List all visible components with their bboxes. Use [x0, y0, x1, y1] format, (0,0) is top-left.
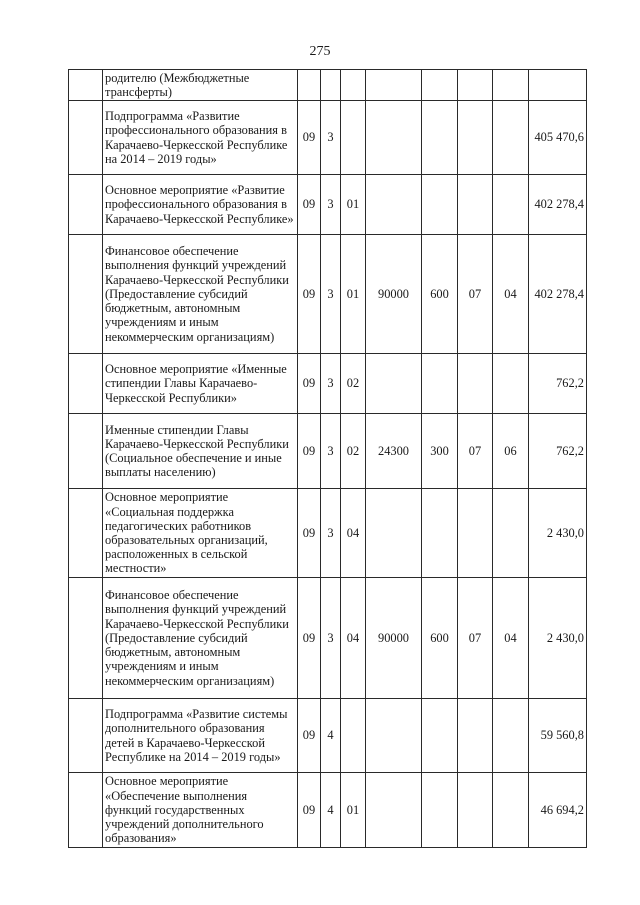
event-code: 01 — [341, 235, 366, 354]
direction-code: 90000 — [366, 235, 422, 354]
section-code — [458, 699, 493, 773]
section-code: 07 — [458, 414, 493, 489]
row-name: Основное мероприятие «Именные стипендии Главы Карачаево-Черкесской Республики» — [103, 354, 298, 414]
subsection-code: 04 — [493, 578, 529, 699]
event-code: 04 — [341, 489, 366, 578]
subprogram-code: 3 — [321, 414, 341, 489]
amount: 402 278,4 — [529, 175, 587, 235]
blank-cell — [69, 699, 103, 773]
row-name: Основное мероприятие «Обеспечение выполнения функций государственных учреждений дополнительного образования» — [103, 773, 298, 848]
expense-type-code: 600 — [422, 235, 458, 354]
subsection-code — [493, 773, 529, 848]
direction-code — [366, 70, 422, 101]
row-name: Подпрограмма «Развитие системы дополнительного образования детей в Карачаево-Черкесской Республике на 2014 – 2019 годы» — [103, 699, 298, 773]
event-code: 01 — [341, 175, 366, 235]
table-row — [69, 175, 587, 235]
blank-cell — [69, 70, 103, 101]
subprogram-code: 3 — [321, 235, 341, 354]
direction-code — [366, 354, 422, 414]
direction-code — [366, 101, 422, 175]
blank-cell — [69, 578, 103, 699]
event-code — [341, 70, 366, 101]
direction-code — [366, 773, 422, 848]
ministry-code: 09 — [298, 578, 321, 699]
blank-cell — [69, 489, 103, 578]
expense-type-code — [422, 354, 458, 414]
section-code — [458, 489, 493, 578]
subsection-code — [493, 175, 529, 235]
amount: 762,2 — [529, 354, 587, 414]
section-code: 07 — [458, 578, 493, 699]
page-number: 275 — [309, 44, 331, 59]
table-row — [69, 578, 587, 699]
event-code: 04 — [341, 578, 366, 699]
section-code: 07 — [458, 235, 493, 354]
section-code — [458, 175, 493, 235]
direction-code — [366, 175, 422, 235]
ministry-code: 09 — [298, 489, 321, 578]
row-name: Основное мероприятие «Развитие профессионального образования в Карачаево-Черкесской Республике» — [103, 175, 298, 235]
amount: 59 560,8 — [529, 699, 587, 773]
expense-type-code: 600 — [422, 578, 458, 699]
ministry-code: 09 — [298, 773, 321, 848]
expense-type-code — [422, 175, 458, 235]
amount: 2 430,0 — [529, 578, 587, 699]
event-code: 02 — [341, 414, 366, 489]
expense-type-code — [422, 489, 458, 578]
subprogram-code: 3 — [321, 489, 341, 578]
direction-code — [366, 489, 422, 578]
subprogram-code: 4 — [321, 773, 341, 848]
table-row — [69, 489, 587, 578]
event-code: 01 — [341, 773, 366, 848]
ministry-code: 09 — [298, 175, 321, 235]
row-name: Основное мероприятие «Социальная поддержка педагогических работников образовательных организаций, расположенных в сельской местности» — [103, 489, 298, 578]
table-row — [69, 235, 587, 354]
subsection-code: 04 — [493, 235, 529, 354]
amount: 762,2 — [529, 414, 587, 489]
table-row — [69, 354, 587, 414]
ministry-code: 09 — [298, 354, 321, 414]
direction-code — [366, 699, 422, 773]
budget-table — [68, 69, 587, 848]
expense-type-code — [422, 699, 458, 773]
amount: 405 470,6 — [529, 101, 587, 175]
section-code — [458, 773, 493, 848]
expense-type-code: 300 — [422, 414, 458, 489]
subprogram-code: 3 — [321, 101, 341, 175]
table-row — [69, 699, 587, 773]
ministry-code — [298, 70, 321, 101]
section-code — [458, 101, 493, 175]
subprogram-code: 3 — [321, 354, 341, 414]
amount: 46 694,2 — [529, 773, 587, 848]
event-code — [341, 101, 366, 175]
subsection-code — [493, 489, 529, 578]
section-code — [458, 70, 493, 101]
subsection-code — [493, 699, 529, 773]
subsection-code: 06 — [493, 414, 529, 489]
subprogram-code: 3 — [321, 175, 341, 235]
row-name: родителю (Межбюджетные трансферты) — [103, 70, 298, 101]
expense-type-code — [422, 101, 458, 175]
row-name: Подпрограмма «Развитие профессионального образования в Карачаево-Черкесской Республике на 2014 – 2019 годы» — [103, 101, 298, 175]
ministry-code: 09 — [298, 699, 321, 773]
event-code: 02 — [341, 354, 366, 414]
subprogram-code: 4 — [321, 699, 341, 773]
expense-type-code — [422, 70, 458, 101]
row-name: Финансовое обеспечение выполнения функций учреждений Карачаево-Черкесской Республики (Предоставление субсидий бюджетным, автономным учреждениям и иным некоммерческим организациям) — [103, 578, 298, 699]
blank-cell — [69, 773, 103, 848]
event-code — [341, 699, 366, 773]
blank-cell — [69, 175, 103, 235]
subprogram-code — [321, 70, 341, 101]
blank-cell — [69, 414, 103, 489]
subsection-code — [493, 101, 529, 175]
row-name: Финансовое обеспечение выполнения функций учреждений Карачаево-Черкесской Республики (Предоставление субсидий бюджетным, автономным учреждениям и иным некоммерческим организациям) — [103, 235, 298, 354]
direction-code: 90000 — [366, 578, 422, 699]
expense-type-code — [422, 773, 458, 848]
amount: 2 430,0 — [529, 489, 587, 578]
blank-cell — [69, 101, 103, 175]
subsection-code — [493, 354, 529, 414]
blank-cell — [69, 354, 103, 414]
table-row — [69, 101, 587, 175]
direction-code: 24300 — [366, 414, 422, 489]
row-name: Именные стипендии Главы Карачаево-Черкесской Республики (Социальное обеспечение и иные выплаты населению) — [103, 414, 298, 489]
table-row — [69, 70, 587, 101]
section-code — [458, 354, 493, 414]
ministry-code: 09 — [298, 414, 321, 489]
amount: 402 278,4 — [529, 235, 587, 354]
ministry-code: 09 — [298, 101, 321, 175]
table-row — [69, 414, 587, 489]
subprogram-code: 3 — [321, 578, 341, 699]
subsection-code — [493, 70, 529, 101]
blank-cell — [69, 235, 103, 354]
amount — [529, 70, 587, 101]
ministry-code: 09 — [298, 235, 321, 354]
table-row — [69, 773, 587, 848]
